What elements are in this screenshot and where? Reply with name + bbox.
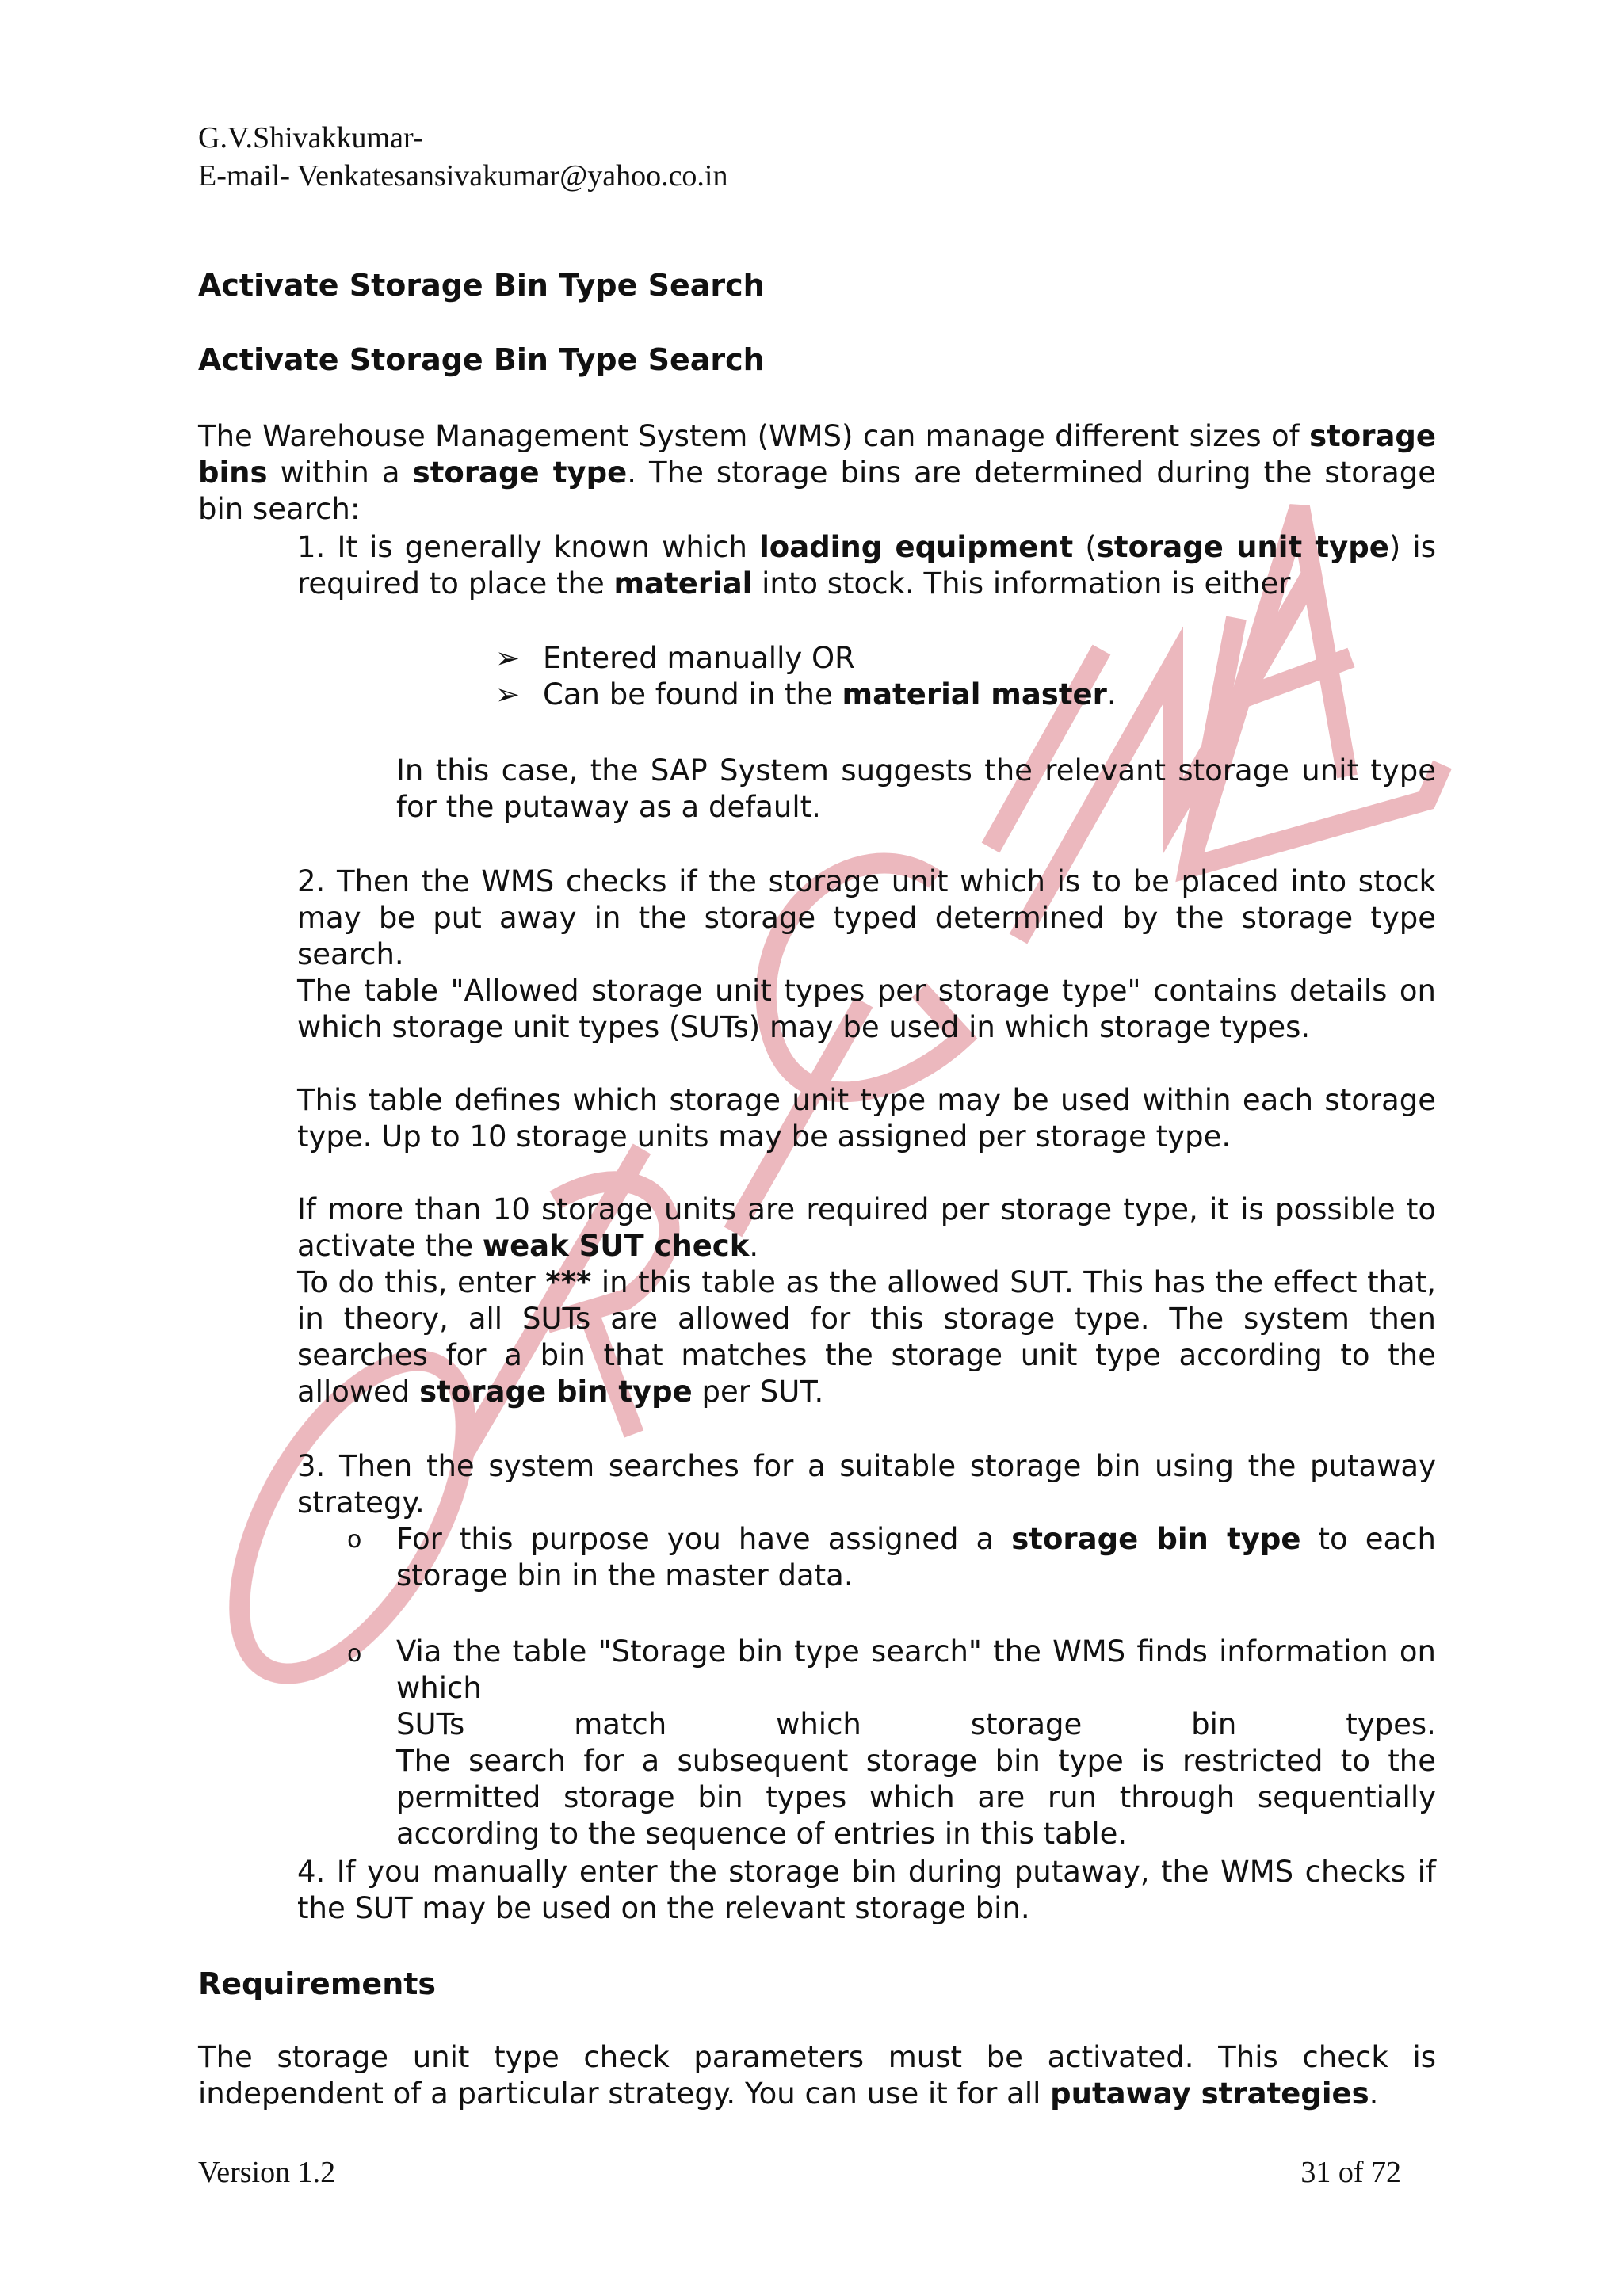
- step-2-paragraph: 2. Then the WMS checks if the storage unit which is to be placed into stock may be put away in the storage typed determined by the storage type search.: [297, 864, 1436, 971]
- sub-bullet-1: For this purpose you have assigned a storage bin type to each storage bin in the master data.: [396, 1522, 1436, 1592]
- arrow-bullet-icon: ➢: [495, 677, 521, 711]
- version-label: Version 1.2: [198, 2156, 336, 2189]
- justified-line: SUTs match which storage bin types.: [396, 1707, 1436, 1741]
- section-heading: Activate Storage Bin Type Search: [198, 268, 765, 303]
- step-1-paragraph: 1. It is generally known which loading equipment (storage unit type) is required to place the material into stock. This information is either: [297, 530, 1436, 601]
- table-defines-paragraph: This table defines which storage unit type may be used within each storage type. Up to 10 storage units may be assigned per storage type.: [297, 1083, 1436, 1154]
- step-3-paragraph: 3. Then the system searches for a suitable storage bin using the putaway strategy.: [297, 1449, 1436, 1520]
- todo-paragraph: To do this, enter *** in this table as the allowed SUT. This has the effect that, in theory, all SUTs are allowed for this storage type. The system then searches for a bin that matches the storage unit type according to the allowed storage bin type per SUT.: [297, 1265, 1437, 1409]
- section-subheading: Activate Storage Bin Type Search: [198, 342, 765, 377]
- allowed-table-paragraph: The table "Allowed storage unit types per storage type" contains details on which storage unit types (SUTs) may be used in which storage types.: [297, 974, 1436, 1044]
- weak-sut-paragraph: If more than 10 storage units are required per storage type, it is possible to activate the weak SUT check.: [297, 1192, 1436, 1263]
- intro-paragraph: The Warehouse Management System (WMS) can manage different sizes of storage bins within a storage type. The storage bins are determined during the storage bin search:: [198, 419, 1436, 526]
- arrow-bullet-icon: ➢: [495, 641, 521, 675]
- circle-bullet-icon: o: [347, 1640, 362, 1668]
- author-name: G.V.Shivakkumar-: [198, 121, 423, 154]
- page-header: [198, 119, 728, 195]
- author-email: E-mail- Venkatesansivakumar@yahoo.co.in: [198, 159, 728, 193]
- circle-bullet-icon: o: [347, 1526, 362, 1554]
- bullet-item: ➢ Can be found in the material master.: [495, 677, 1117, 711]
- bullet-item: ➢ Entered manually OR: [495, 641, 855, 675]
- default-note-paragraph: In this case, the SAP System suggests the relevant storage unit type for the putaway as a default.: [396, 753, 1436, 824]
- requirements-paragraph: The storage unit type check parameters must be activated. This check is independent of a particular strategy. You can use it for all putaway strategies.: [198, 2040, 1436, 2111]
- page-number: 31 of 72: [1300, 2156, 1401, 2189]
- requirements-heading: Requirements: [198, 1966, 437, 2001]
- step-4-paragraph: 4. If you manually enter the storage bin during putaway, the WMS checks if the SUT may be used on the relevant storage bin.: [297, 1855, 1436, 1925]
- sub-bullet-2: Via the table "Storage bin type search" the WMS finds information on which SUTs match which storage bin types. The search for a subsequent storage bin type is restricted to the permitted storage bin types which are run through sequentially according to the sequence of entries in this table.: [396, 1634, 1436, 1851]
